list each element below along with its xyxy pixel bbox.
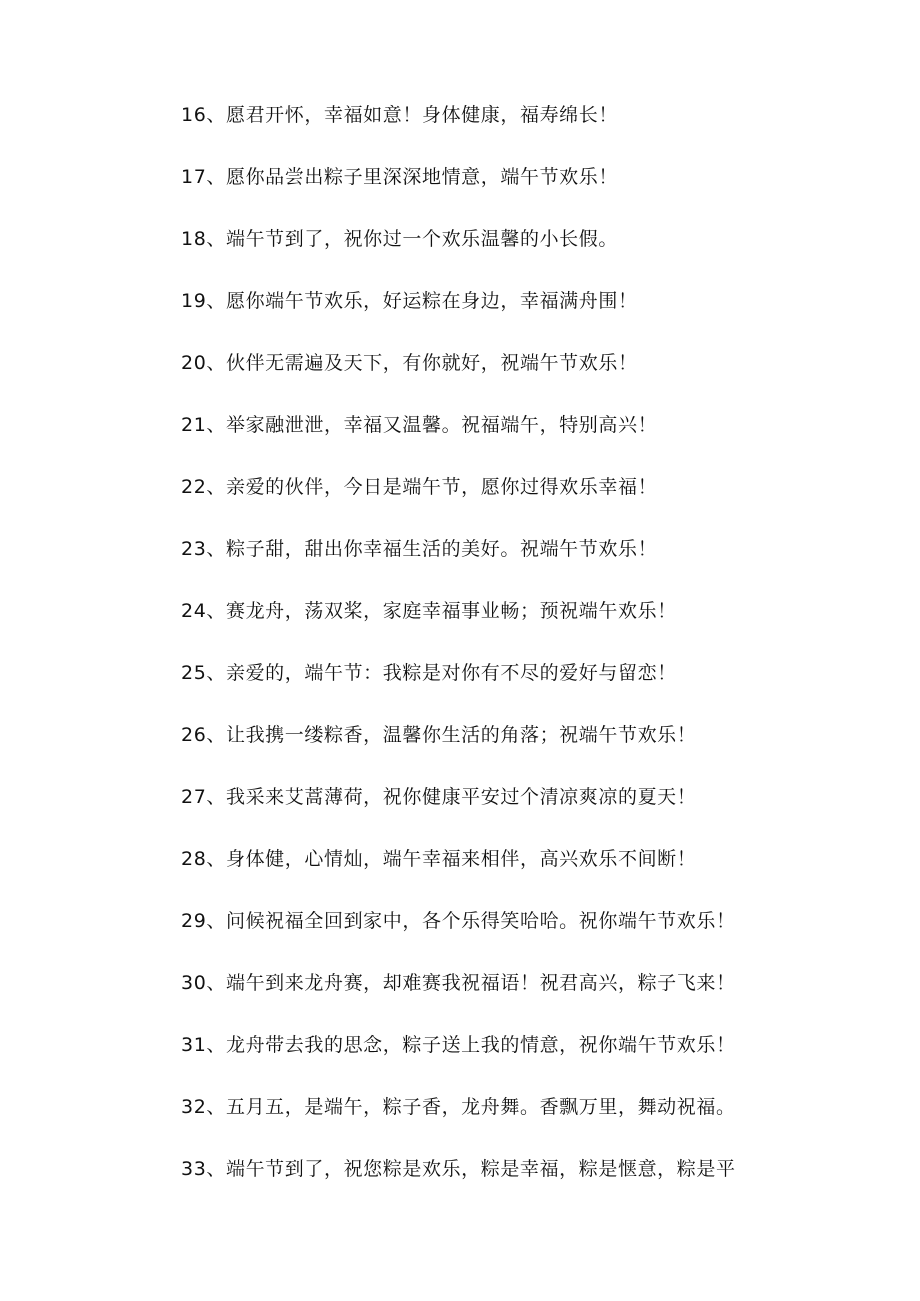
greeting-line: 23、粽子甜，甜出你幸福生活的美好。祝端午节欢乐！ — [181, 538, 658, 560]
greeting-line: 32、五月五，是端午，粽子香，龙舟舞。香飘万里，舞动祝福。 — [181, 1096, 736, 1118]
greeting-line: 22、亲爱的伙伴，今日是端午节，愿你过得欢乐幸福！ — [181, 476, 658, 498]
greeting-line: 19、愿你端午节欢乐，好运粽在身边，幸福满舟围！ — [181, 290, 638, 312]
greeting-line: 33、端午节到了，祝您粽是欢乐，粽是幸福，粽是惬意，粽是平 — [181, 1158, 736, 1180]
greeting-line: 18、端午节到了，祝你过一个欢乐温馨的小长假。 — [181, 228, 618, 250]
greeting-line: 24、赛龙舟，荡双桨，家庭幸福事业畅；预祝端午欢乐！ — [181, 600, 677, 622]
greeting-line: 27、我采来艾蒿薄荷，祝你健康平安过个清凉爽凉的夏天！ — [181, 786, 697, 808]
greeting-line: 20、伙伴无需遍及天下，有你就好，祝端午节欢乐！ — [181, 352, 638, 374]
greeting-line: 28、身体健，心情灿，端午幸福来相伴，高兴欢乐不间断！ — [181, 848, 697, 870]
greeting-line: 21、举家融泄泄，幸福又温馨。祝福端午，特别高兴！ — [181, 414, 658, 436]
greeting-line: 17、愿你品尝出粽子里深深地情意，端午节欢乐！ — [181, 166, 618, 188]
greeting-line: 31、龙舟带去我的思念，粽子送上我的情意，祝你端午节欢乐！ — [181, 1034, 736, 1056]
greeting-list — [181, 100, 881, 1216]
greeting-line: 26、让我携一缕粽香，温馨你生活的角落；祝端午节欢乐！ — [181, 724, 697, 746]
greeting-line: 30、端午到来龙舟赛，却难赛我祝福语！祝君高兴，粽子飞来！ — [181, 972, 736, 994]
greeting-line: 25、亲爱的，端午节：我粽是对你有不尽的爱好与留恋！ — [181, 662, 677, 684]
greeting-line: 16、愿君开怀，幸福如意！身体健康，福寿绵长！ — [181, 104, 618, 126]
greeting-line: 29、问候祝福全回到家中，各个乐得笑哈哈。祝你端午节欢乐！ — [181, 910, 736, 932]
